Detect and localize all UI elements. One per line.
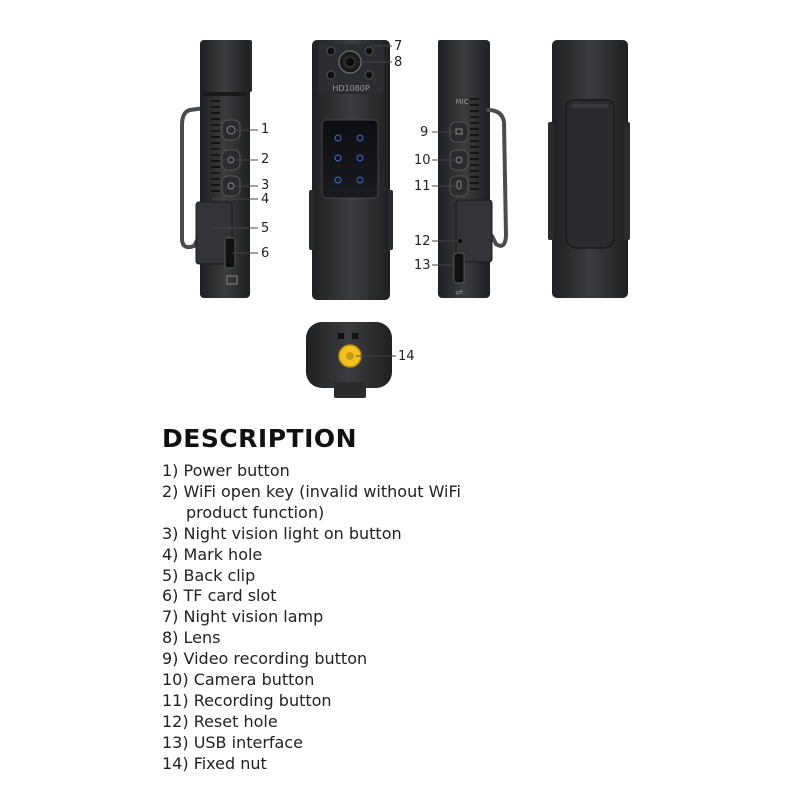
description-item-1: 1) Power button [162, 461, 290, 480]
description-item-7: 7) Night vision lamp [162, 607, 324, 627]
mic-label: MIC [455, 98, 469, 106]
description-item-8: 8) Lens [162, 628, 221, 648]
description-item-6: 6) TF card slot [162, 586, 277, 606]
description-item-2: 2) WiFi open key (invalid without WiFi product function) [162, 481, 461, 522]
callout-13: 13 [414, 258, 431, 273]
callout-6: 6 [261, 246, 270, 261]
callout-10: 10 [414, 153, 431, 168]
description-item-12: 12) Reset hole [162, 711, 278, 731]
callout-2: 2 [261, 152, 270, 167]
description-item-11: 11) Recording button [162, 690, 332, 710]
device-left-side-view [182, 40, 252, 298]
callout-14: 14 [398, 349, 415, 364]
description-list [162, 461, 682, 775]
callout-8: 8 [394, 55, 403, 70]
description-title: DESCRIPTION [162, 424, 358, 453]
callout-4: 4 [261, 192, 270, 207]
callout-1: 1 [261, 122, 270, 137]
hd-label: HD1080P [332, 84, 370, 93]
callout-3: 3 [261, 178, 270, 193]
description-item-9: 9) Video recording button [162, 649, 368, 669]
device-back-view [548, 40, 630, 298]
description-item-5: 5) Back clip [162, 565, 256, 585]
description-item-14: 14) Fixed nut [162, 753, 267, 773]
device-front-view [309, 40, 393, 300]
description-section [162, 424, 682, 775]
description-item-13: 13) USB interface [162, 732, 303, 752]
callout-5: 5 [261, 221, 270, 236]
description-item-10: 10) Camera button [162, 670, 315, 690]
usb-port-shape [454, 253, 464, 283]
description-item-4: 4) Mark hole [162, 544, 263, 564]
description-item-3: 3) Night vision light on button [162, 523, 402, 543]
reset-hole-shape [458, 239, 462, 243]
device-right-side-view [438, 40, 506, 298]
callout-9: 9 [420, 125, 429, 140]
callout-11: 11 [414, 179, 431, 194]
svg-text:⇌: ⇌ [455, 288, 463, 298]
callout-12: 12 [414, 234, 431, 249]
callout-7: 7 [394, 39, 403, 54]
device-bottom-view [306, 322, 392, 398]
